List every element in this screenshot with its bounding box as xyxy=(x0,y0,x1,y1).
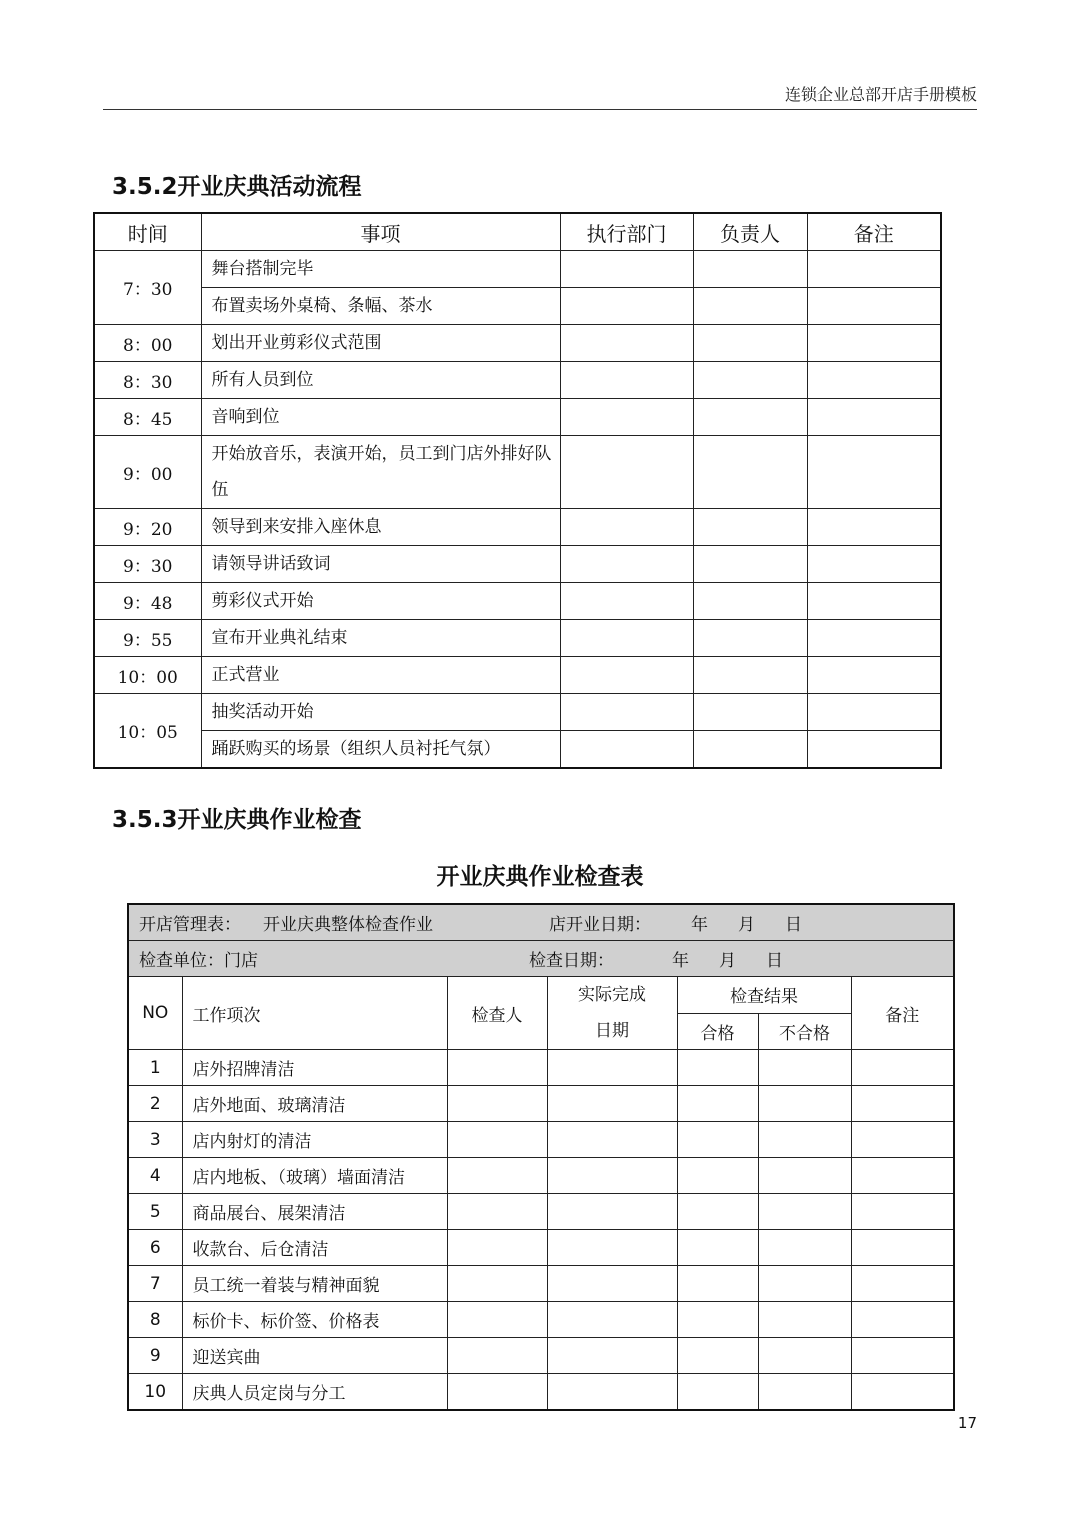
inspector-cell xyxy=(447,1158,547,1194)
flow-remark-cell xyxy=(807,694,941,731)
remark-cell xyxy=(851,1086,954,1122)
row-number: 3 xyxy=(128,1122,182,1158)
flow-owner-cell xyxy=(693,583,807,620)
inspector-cell xyxy=(447,1086,547,1122)
section-heading-check: 3.5.3开业庆典作业检查 xyxy=(112,807,362,833)
inspection-row xyxy=(128,1266,954,1302)
inspection-month-label: 月 xyxy=(719,951,736,971)
flow-department-cell xyxy=(560,657,693,694)
flow-row xyxy=(94,288,941,325)
actual-date-cell xyxy=(547,1266,677,1302)
remark-cell xyxy=(851,1230,954,1266)
flow-item-cell: 领导到来安排入座休息 xyxy=(201,509,560,546)
flow-owner-cell xyxy=(693,325,807,362)
flow-owner-cell xyxy=(693,288,807,325)
meta-row-2 xyxy=(128,941,954,977)
inspector-cell xyxy=(447,1050,547,1086)
flow-row xyxy=(94,251,941,288)
flow-department-cell xyxy=(560,731,693,769)
fail-cell xyxy=(758,1158,851,1194)
fail-cell xyxy=(758,1266,851,1302)
actual-date-cell xyxy=(547,1086,677,1122)
pass-cell xyxy=(677,1122,758,1158)
flow-owner-cell xyxy=(693,436,807,509)
actual-date-cell xyxy=(547,1302,677,1338)
check-header-row-1 xyxy=(128,977,954,1014)
col-header-actual-date: 实际完成日期 xyxy=(547,977,677,1050)
fail-cell xyxy=(758,1230,851,1266)
row-number: 4 xyxy=(128,1158,182,1194)
inspection-year-label: 年 xyxy=(672,951,689,971)
task-name: 庆典人员定岗与分工 xyxy=(182,1374,447,1411)
pass-cell xyxy=(677,1230,758,1266)
fail-cell xyxy=(758,1194,851,1230)
flow-time-cell: 9：00 xyxy=(94,436,201,509)
row-number: 10 xyxy=(128,1374,182,1411)
col-header-owner: 负责人 xyxy=(693,213,807,251)
flow-remark-cell xyxy=(807,620,941,657)
flow-item-cell: 划出开业剪彩仪式范围 xyxy=(201,325,560,362)
inspection-row xyxy=(128,1338,954,1374)
flow-item-cell: 音响到位 xyxy=(201,399,560,436)
flow-row xyxy=(94,325,941,362)
flow-item-cell: 开始放音乐，表演开始，员工到门店外排好队伍 xyxy=(201,436,560,509)
opening-year-label: 年 xyxy=(691,915,708,935)
flow-remark-cell xyxy=(807,583,941,620)
remark-cell xyxy=(851,1158,954,1194)
flow-remark-cell xyxy=(807,436,941,509)
store-form-label: 开店管理表： xyxy=(139,915,241,935)
check-table-title: 开业庆典作业检查表 xyxy=(436,864,644,890)
col-header-remark: 备注 xyxy=(851,977,954,1050)
flow-department-cell xyxy=(560,288,693,325)
remark-cell xyxy=(851,1338,954,1374)
inspector-cell xyxy=(447,1122,547,1158)
flow-row xyxy=(94,436,941,509)
row-number: 1 xyxy=(128,1050,182,1086)
actual-date-cell xyxy=(547,1122,677,1158)
flow-remark-cell xyxy=(807,399,941,436)
flow-item-cell: 请领导讲话致词 xyxy=(201,546,560,583)
inspection-row xyxy=(128,1086,954,1122)
flow-owner-cell xyxy=(693,620,807,657)
flow-department-cell xyxy=(560,362,693,399)
row-number: 9 xyxy=(128,1338,182,1374)
opening-month-label: 月 xyxy=(738,915,755,935)
fail-cell xyxy=(758,1086,851,1122)
store-form-value: 开业庆典整体检查作业 xyxy=(263,915,433,935)
task-name: 店外地面、玻璃清洁 xyxy=(182,1086,447,1122)
flow-time-cell: 8：00 xyxy=(94,325,201,362)
row-number: 2 xyxy=(128,1086,182,1122)
flow-department-cell xyxy=(560,325,693,362)
col-header-fail: 不合格 xyxy=(758,1013,851,1050)
flow-remark-cell xyxy=(807,325,941,362)
task-name: 店内地板、（玻璃）墙面清洁 xyxy=(182,1158,447,1194)
pass-cell xyxy=(677,1050,758,1086)
pass-cell xyxy=(677,1266,758,1302)
flow-item-cell: 所有人员到位 xyxy=(201,362,560,399)
pass-cell xyxy=(677,1374,758,1411)
flow-item-cell: 宣布开业典礼结束 xyxy=(201,620,560,657)
remark-cell xyxy=(851,1266,954,1302)
flow-remark-cell xyxy=(807,362,941,399)
header-rule xyxy=(103,109,977,110)
task-name: 标价卡、标价签、价格表 xyxy=(182,1302,447,1338)
col-header-item: 事项 xyxy=(201,213,560,251)
flow-time-cell: 7：30 xyxy=(94,251,201,325)
actual-date-cell xyxy=(547,1374,677,1411)
pass-cell xyxy=(677,1086,758,1122)
col-header-time: 时间 xyxy=(94,213,201,251)
flow-owner-cell xyxy=(693,657,807,694)
inspector-cell xyxy=(447,1374,547,1411)
flow-department-cell xyxy=(560,583,693,620)
row-number: 7 xyxy=(128,1266,182,1302)
col-header-result: 检查结果 xyxy=(677,977,851,1014)
flow-time-cell: 9：55 xyxy=(94,620,201,657)
row-number: 6 xyxy=(128,1230,182,1266)
flow-department-cell xyxy=(560,546,693,583)
inspection-table-body xyxy=(128,1050,954,1411)
actual-date-cell xyxy=(547,1338,677,1374)
flow-row xyxy=(94,694,941,731)
flow-remark-cell xyxy=(807,288,941,325)
flow-row xyxy=(94,546,941,583)
flow-time-cell: 9：30 xyxy=(94,546,201,583)
flow-remark-cell xyxy=(807,251,941,288)
inspection-row xyxy=(128,1374,954,1411)
actual-date-cell xyxy=(547,1230,677,1266)
pass-cell xyxy=(677,1158,758,1194)
flow-row xyxy=(94,399,941,436)
flow-remark-cell xyxy=(807,509,941,546)
flow-department-cell xyxy=(560,509,693,546)
row-number: 5 xyxy=(128,1194,182,1230)
task-name: 员工统一着装与精神面貌 xyxy=(182,1266,447,1302)
remark-cell xyxy=(851,1050,954,1086)
flow-owner-cell xyxy=(693,731,807,769)
fail-cell xyxy=(758,1050,851,1086)
remark-cell xyxy=(851,1374,954,1411)
fail-cell xyxy=(758,1338,851,1374)
opening-date-label: 店开业日期： xyxy=(549,915,651,935)
pass-cell xyxy=(677,1194,758,1230)
opening-day-label: 日 xyxy=(785,915,802,935)
flow-row xyxy=(94,362,941,399)
inspection-row xyxy=(128,1122,954,1158)
inspector-cell xyxy=(447,1230,547,1266)
flow-row xyxy=(94,657,941,694)
section-heading-flow: 3.5.2开业庆典活动流程 xyxy=(112,174,362,200)
flow-time-cell: 8：45 xyxy=(94,399,201,436)
task-name: 店内射灯的清洁 xyxy=(182,1122,447,1158)
inspection-row xyxy=(128,1194,954,1230)
actual-date-cell xyxy=(547,1158,677,1194)
flow-item-cell: 布置卖场外桌椅、条幅、茶水 xyxy=(201,288,560,325)
flow-row xyxy=(94,509,941,546)
flow-time-cell: 10：05 xyxy=(94,694,201,769)
document-header-title: 连锁企业总部开店手册模板 xyxy=(784,85,977,104)
inspector-cell xyxy=(447,1194,547,1230)
col-header-no: NO xyxy=(128,977,182,1050)
inspection-row xyxy=(128,1050,954,1086)
row-number: 8 xyxy=(128,1302,182,1338)
inspection-row xyxy=(128,1158,954,1194)
flow-row xyxy=(94,583,941,620)
flow-header-row xyxy=(94,213,941,251)
inspection-day-label: 日 xyxy=(766,951,783,971)
fail-cell xyxy=(758,1122,851,1158)
pass-cell xyxy=(677,1302,758,1338)
flow-item-cell: 抽奖活动开始 xyxy=(201,694,560,731)
inspection-unit-label: 检查单位：门店 xyxy=(139,951,258,971)
remark-cell xyxy=(851,1302,954,1338)
flow-owner-cell xyxy=(693,399,807,436)
col-header-inspector: 检查人 xyxy=(447,977,547,1050)
flow-table-body xyxy=(94,251,941,769)
fail-cell xyxy=(758,1302,851,1338)
flow-remark-cell xyxy=(807,657,941,694)
flow-remark-cell xyxy=(807,731,941,769)
flow-department-cell xyxy=(560,694,693,731)
ceremony-flow-table xyxy=(93,212,942,769)
flow-remark-cell xyxy=(807,546,941,583)
col-header-task: 工作项次 xyxy=(182,977,447,1050)
col-header-remark: 备注 xyxy=(807,213,941,251)
flow-time-cell: 9：48 xyxy=(94,583,201,620)
flow-item-cell: 正式营业 xyxy=(201,657,560,694)
inspection-date-label: 检查日期： xyxy=(529,951,614,971)
flow-department-cell xyxy=(560,399,693,436)
inspection-table xyxy=(127,903,955,1411)
fail-cell xyxy=(758,1374,851,1411)
inspection-row xyxy=(128,1302,954,1338)
flow-row xyxy=(94,731,941,769)
meta-row-1 xyxy=(128,904,954,941)
inspector-cell xyxy=(447,1266,547,1302)
inspection-row xyxy=(128,1230,954,1266)
col-header-department: 执行部门 xyxy=(560,213,693,251)
flow-time-cell: 8：30 xyxy=(94,362,201,399)
flow-owner-cell xyxy=(693,509,807,546)
pass-cell xyxy=(677,1338,758,1374)
task-name: 商品展台、展架清洁 xyxy=(182,1194,447,1230)
page-number: 17 xyxy=(957,1414,977,1432)
flow-item-cell: 踊跃购买的场景（组织人员衬托气氛） xyxy=(201,731,560,769)
flow-owner-cell xyxy=(693,546,807,583)
col-header-pass: 合格 xyxy=(677,1013,758,1050)
flow-item-cell: 剪彩仪式开始 xyxy=(201,583,560,620)
remark-cell xyxy=(851,1122,954,1158)
actual-date-cell xyxy=(547,1194,677,1230)
flow-department-cell xyxy=(560,251,693,288)
flow-owner-cell xyxy=(693,251,807,288)
actual-date-cell xyxy=(547,1050,677,1086)
inspector-cell xyxy=(447,1338,547,1374)
flow-item-cell: 舞台搭制完毕 xyxy=(201,251,560,288)
task-name: 收款台、后仓清洁 xyxy=(182,1230,447,1266)
flow-time-cell: 9：20 xyxy=(94,509,201,546)
flow-owner-cell xyxy=(693,694,807,731)
flow-owner-cell xyxy=(693,362,807,399)
flow-time-cell: 10：00 xyxy=(94,657,201,694)
task-name: 店外招牌清洁 xyxy=(182,1050,447,1086)
task-name: 迎送宾曲 xyxy=(182,1338,447,1374)
flow-row xyxy=(94,620,941,657)
inspector-cell xyxy=(447,1302,547,1338)
flow-department-cell xyxy=(560,436,693,509)
remark-cell xyxy=(851,1194,954,1230)
flow-department-cell xyxy=(560,620,693,657)
